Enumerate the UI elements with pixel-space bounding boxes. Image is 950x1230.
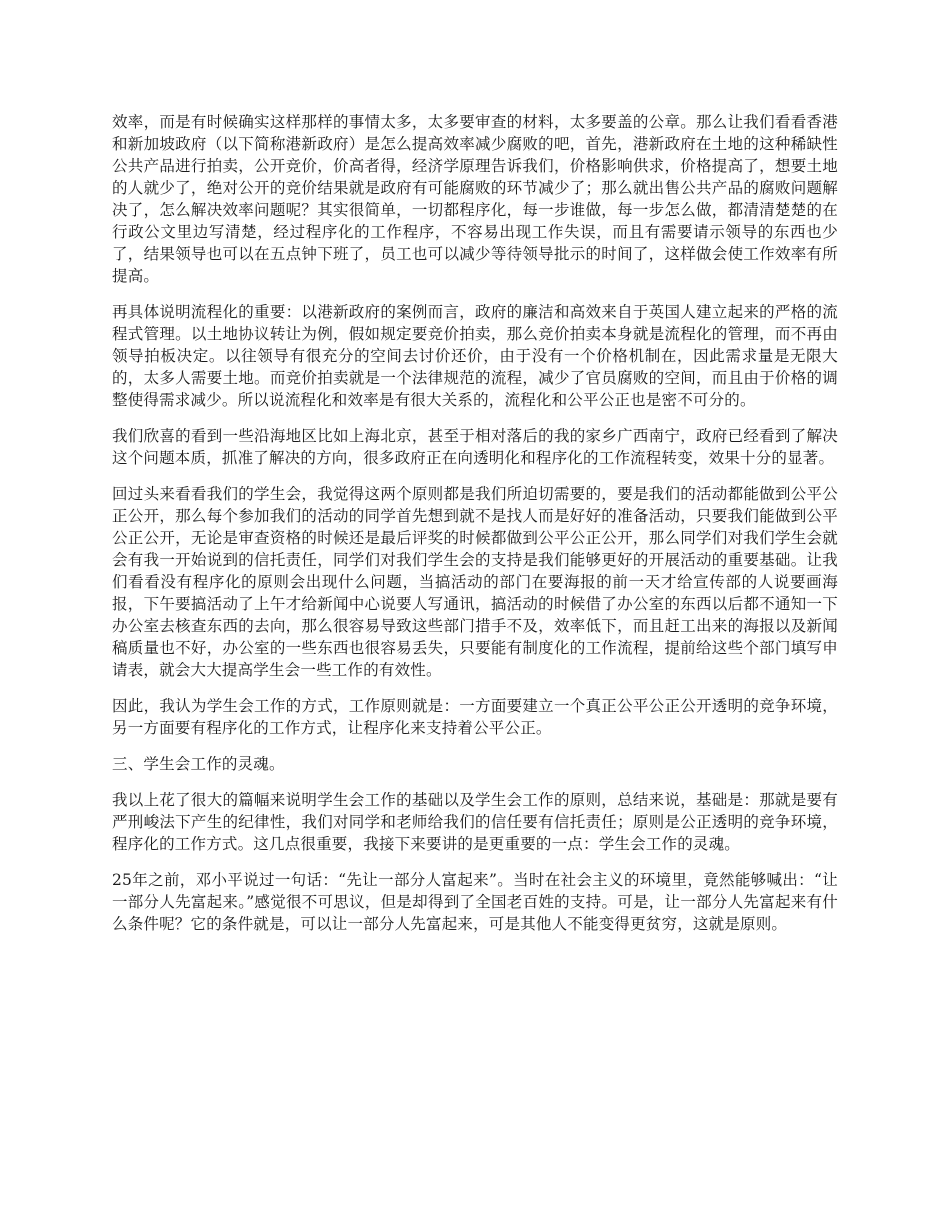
document-page <box>112 111 838 949</box>
section-heading-soul: 三、学生会工作的灵魂。 <box>112 755 285 773</box>
paragraph-efficiency: 效率，而是有时候确实这样那样的事情太多，太多要审查的材料，太多要盖的公章。那么让我们看看香港和新加坡政府（以下简称港新政府）是怎么提高效率减少腐败的吧，首先，港新政府在土地的这种稀缺性公共产品进行拍卖，公开竞价，价高者得，经济学原理告诉我们，价格影响供求，价格提高了，想要土地的人就少了，绝对公开的竞价结果就是政府有可能腐败的环节减少了；那么就出售公共产品的腐败问题解决了，怎么解决效率问题呢？其实很简单，一切都程序化，每一步谁做，每一步怎么做，都清清楚楚的在行政公文里边写清楚，经过程序化的工作程序，不容易出现工作失误，而且有需要请示领导的东西也少了，结果领导也可以在五点钟下班了，员工也可以减少等待领导批示的时间了，这样做会使工作效率有所提高。 <box>112 113 838 285</box>
paragraph-deng-xiaoping: 25年之前，邓小平说过一句话：“先让一部分人富起来”。当时在社会主义的环境里，竟然能够喊出：“让一部分人先富起来。”感觉很不可思议，但是却得到了全国老百姓的支持。可是，让一部分人先富起来有什么条件呢？它的条件就是，可以让一部分人先富起来，可是其他人不能变得更贫穷，这就是原则。 <box>112 871 838 933</box>
paragraph-coastal-regions: 我们欣喜的看到一些沿海地区比如上海北京，甚至于相对落后的我的家乡广西南宁，政府已经看到了解决这个问题本质，抓准了解决的方向，很多政府正在向透明化和程序化的工作流程转变，效果十分的显著。 <box>112 427 838 467</box>
paragraph-process-importance: 再具体说明流程化的重要：以港新政府的案例而言，政府的廉洁和高效来自于英国人建立起来的严格的流程式管理。以土地协议转让为例，假如规定要竞价拍卖，那么竞价拍卖本身就是流程化的管理，而不再由领导拍板决定。以往领导有很充分的空间去讨价还价，由于没有一个价格机制在，因此需求量是无限大的，太多人需要土地。而竞价拍卖就是一个法律规范的流程，减少了官员腐败的空间，而且由于价格的调整使得需求减少。所以说流程化和效率是有很大关系的，流程化和公平公正也是密不可分的。 <box>112 303 838 409</box>
paragraph-conclusion-principles: 因此，我认为学生会工作的方式，工作原则就是：一方面要建立一个真正公平公正公开透明的竞争环境，另一方面要有程序化的工作方式，让程序化来支持着公平公正。 <box>112 697 838 737</box>
paragraph-summary: 我以上花了很大的篇幅来说明学生会工作的基础以及学生会工作的原则，总结来说，基础是：那就是要有严刑峻法下产生的纪律性，我们对同学和老师给我们的信任要有信托责任；原则是公正透明的竞争环境，程序化的工作方式。这几点很重要，我接下来要讲的是更重要的一点：学生会工作的灵魂。 <box>112 791 838 853</box>
paragraph-student-union: 回过头来看看我们的学生会，我觉得这两个原则都是我们所迫切需要的，要是我们的活动都能做到公平公正公开，那么每个参加我们的活动的同学首先想到就不是找人而是好好的准备活动，只要我们能做到公平公正公开，无论是审查资格的时候还是最后评奖的时候都做到公平公正公开，那么同学们对我们学生会就会有我一开始说到的信托责任，同学们对我们学生会的支持是我们能够更好的开展活动的重要基础。让我们看看没有程序化的原则会出现什么问题，当搞活动的部门在要海报的前一天才给宣传部的人说要画海报，下午要搞活动了上午才给新闻中心说要人写通讯，搞活动的时候借了办公室的东西以后都不通知一下办公室去核查东西的去向，那么很容易导致这些部门措手不及，效率低下，而且赶工出来的海报以及新闻稿质量也不好，办公室的一些东西也很容易丢失，只要能有制度化的工作流程，提前给这些个部门填写申请表，就会大大提高学生会一些工作的有效性。 <box>112 485 838 679</box>
